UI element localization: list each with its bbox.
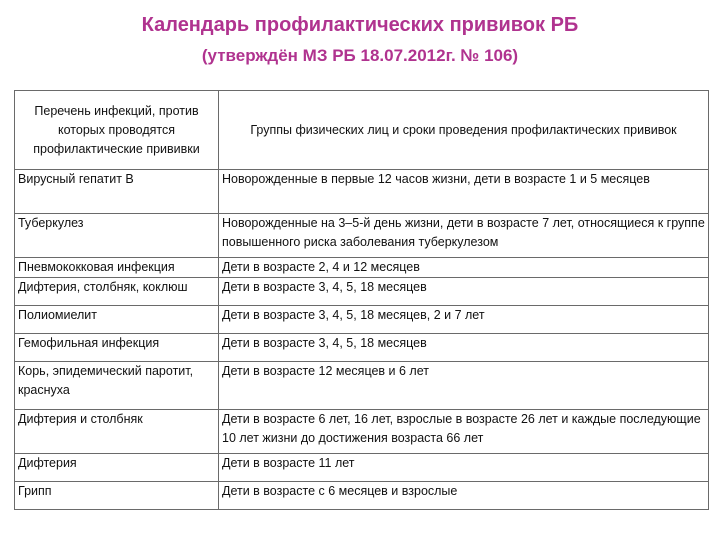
- table-header-row: [15, 91, 709, 170]
- table-row: [15, 482, 709, 510]
- page-subtitle: (утверждён МЗ РБ 18.07.2012г. № 106): [201, 46, 519, 65]
- schedule-cell: Дети в возрасте 12 месяцев и 6 лет: [219, 362, 709, 410]
- schedule-cell: Дети в возрасте с 6 месяцев и взрослые: [219, 482, 709, 510]
- table-row: [15, 306, 709, 334]
- infection-cell: Грипп: [15, 482, 219, 510]
- infection-cell: Дифтерия, столбняк, коклюш: [15, 278, 219, 306]
- infection-cell: Пневмококковая инфекция: [15, 258, 219, 278]
- schedule-cell: Дети в возрасте 2, 4 и 12 месяцев: [219, 258, 709, 278]
- table-row: [15, 454, 709, 482]
- table-row: [15, 334, 709, 362]
- infection-cell: Туберкулез: [15, 214, 219, 258]
- table-row: [15, 170, 709, 214]
- infection-cell: Полиомиелит: [15, 306, 219, 334]
- infection-cell: Корь, эпидемический паротит, краснуха: [15, 362, 219, 410]
- infection-cell: Дифтерия и столбняк: [15, 410, 219, 454]
- schedule-cell: Новорожденные на 3–5-й день жизни, дети в возрасте 7 лет, относящиеся к группе повышенного риска заболевания туберкулезом: [219, 214, 709, 258]
- schedule-cell: Новорожденные в первые 12 часов жизни, дети в возрасте 1 и 5 месяцев: [219, 170, 709, 214]
- schedule-cell: Дети в возрасте 3, 4, 5, 18 месяцев, 2 и 7 лет: [219, 306, 709, 334]
- schedule-cell: Дети в возрасте 11 лет: [219, 454, 709, 482]
- table-row: [15, 410, 709, 454]
- table-row: [15, 258, 709, 278]
- infection-cell: Гемофильная инфекция: [15, 334, 219, 362]
- table-row: [15, 214, 709, 258]
- vaccination-schedule-table: [14, 90, 709, 510]
- table-row: [15, 362, 709, 410]
- infection-cell: Дифтерия: [15, 454, 219, 482]
- infection-cell: Вирусный гепатит В: [15, 170, 219, 214]
- schedule-cell: Дети в возрасте 6 лет, 16 лет, взрослые в возрасте 26 лет и каждые последующие 10 лет жизни до достижения возраста 66 лет: [219, 410, 709, 454]
- page-title: Календарь профилактических прививок РБ: [141, 14, 579, 36]
- header-groups-and-terms: Группы физических лиц и сроки проведения профилактических прививок: [219, 91, 709, 170]
- header-infections: Перечень инфекций, против которых проводятся профилактические прививки: [15, 91, 219, 170]
- table-row: [15, 278, 709, 306]
- schedule-cell: Дети в возрасте 3, 4, 5, 18 месяцев: [219, 334, 709, 362]
- schedule-cell: Дети в возрасте 3, 4, 5, 18 месяцев: [219, 278, 709, 306]
